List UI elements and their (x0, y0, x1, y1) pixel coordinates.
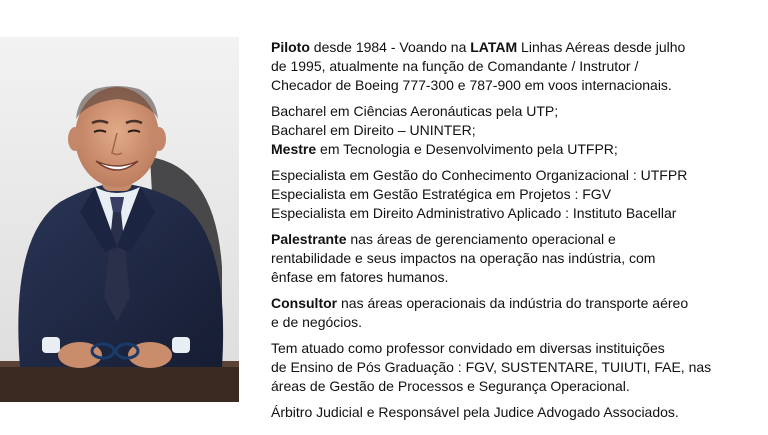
bio-line: Bacharel em Ciências Aeronáuticas pela UTP; (271, 103, 559, 119)
bio-line: Bacharel em Direito – UNINTER; (271, 122, 476, 138)
bio-paragraph-specializations (271, 166, 751, 223)
bold-keyword: Piloto (271, 39, 310, 55)
bio-paragraph-professor (271, 339, 751, 396)
bio-line: ênfase em fatores humanos. (271, 269, 449, 285)
bio-line (271, 140, 751, 159)
bio-line: Tem atuado como professor convidado em diversas instituições (271, 340, 665, 356)
portrait-photo (0, 37, 239, 402)
bio-text: desde 1984 - Voando na (309, 39, 471, 55)
bold-keyword: Consultor (271, 295, 338, 311)
bio-paragraph-consultant (271, 294, 751, 332)
bio-line: de Ensino de Pós Graduação : FGV, SUSTENTARE, TUIUTI, FAE, nas (271, 359, 712, 375)
bio-text: nas áreas operacionais da indústria do transporte aéreo (337, 295, 689, 311)
bio-line: Especialista em Gestão do Conhecimento Organizacional : UTFPR (271, 167, 688, 183)
bio-paragraph-pilot (271, 38, 751, 95)
bio-paragraph-arbitrator (271, 403, 751, 422)
bio-line: rentabilidade e seus impactos na operação nas indústria, com (271, 250, 656, 266)
bold-keyword: Mestre (271, 141, 317, 157)
bio-line: e de negócios. (271, 314, 363, 330)
bio-line: Checador de Boeing 777-300 e 787-900 em voos internacionais. (271, 77, 672, 93)
bio-line: áreas de Gestão de Processos e Segurança Operacional. (271, 378, 630, 394)
bio-paragraph-education (271, 102, 751, 159)
bio-line: Especialista em Gestão Estratégica em Projetos : FGV (271, 186, 612, 202)
bio-line: de 1995, atualmente na função de Comandante / Instrutor / (271, 58, 639, 74)
bio-line: Especialista em Direito Administrativo Aplicado : Instituto Bacellar (271, 205, 677, 221)
bio-text: em Tecnologia e Desenvolvimento pela UTFPR; (316, 141, 618, 157)
bio-line: Árbitro Judicial e Responsável pela Judice Advogado Associados. (271, 404, 679, 420)
bold-keyword: Palestrante (271, 231, 347, 247)
bio-paragraph-speaker (271, 230, 751, 287)
bio-text: Linhas Aéreas desde julho (517, 39, 686, 55)
bold-keyword: LATAM (470, 39, 518, 55)
biography-text (271, 38, 751, 429)
portrait-illustration (0, 37, 239, 402)
bio-line (271, 230, 751, 249)
bio-line (271, 294, 751, 313)
bio-text: nas áreas de gerenciamento operacional e (346, 231, 616, 247)
bio-line (271, 38, 751, 57)
